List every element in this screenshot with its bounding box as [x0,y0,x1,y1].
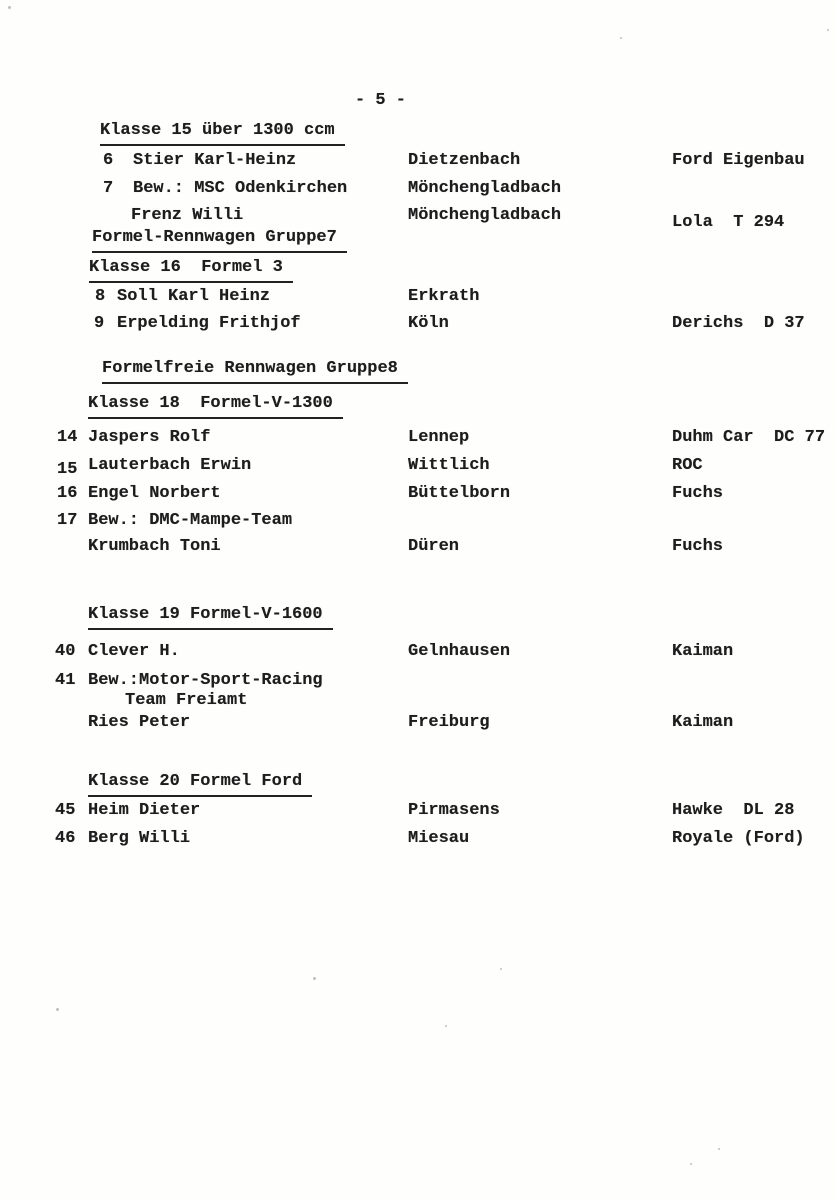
car-cell: Lola T 294 [672,213,785,232]
car-cell: Fuchs [672,537,724,556]
city-cell: Freiburg [408,713,490,732]
driver-name: Clever H. [88,642,180,661]
driver-name: Soll Karl Heinz [117,287,271,306]
start-number: 45 [55,801,76,820]
driver-name: Lauterbach Erwin [88,456,252,475]
city-cell: Wittlich [408,456,490,475]
start-number: 14 [57,428,78,447]
start-number: 17 [57,511,78,530]
page-number: - 5 - [355,91,407,110]
car-cell: Kaiman [672,713,734,732]
car-cell: Duhm Car DC 77 [672,428,826,447]
city-cell: Köln [408,314,449,333]
city-cell: Gelnhausen [408,642,511,661]
start-number: 9 [94,314,105,333]
scan-speck [827,29,829,31]
driver-name: Jaspers Rolf [88,428,211,447]
city-cell: Pirmasens [408,801,500,820]
city-cell: Erkrath [408,287,480,306]
scan-speck [690,1163,692,1165]
scan-speck [500,968,502,970]
city-cell: Büttelborn [408,484,511,503]
start-number: 41 [55,671,76,690]
scan-speck [445,1025,447,1027]
driver-name: Frenz Willi [131,206,244,225]
driver-name: Engel Norbert [88,484,221,503]
start-number: 46 [55,829,76,848]
car-cell: Derichs D 37 [672,314,805,333]
car-cell: ROC [672,456,703,475]
city-cell: Mönchengladbach [408,179,562,198]
car-cell: Fuchs [672,484,724,503]
entrant-name-line2: Team Freiamt [125,691,248,710]
start-number: 7 [103,179,114,198]
start-number: 8 [95,287,106,306]
city-cell: Düren [408,537,460,556]
scan-speck [56,1008,59,1011]
city-cell: Dietzenbach [408,151,521,170]
scan-speck [313,977,316,980]
section-heading-klasse-16: Klasse 16 Formel 3 [89,257,293,283]
section-heading-klasse-20: Klasse 20 Formel Ford [88,771,312,797]
city-cell: Lennep [408,428,470,447]
city-cell: Miesau [408,829,470,848]
group-heading-gruppe8: Formelfreie Rennwagen Gruppe8 [102,358,408,384]
car-cell: Royale (Ford) [672,829,805,848]
group-heading-gruppe7: Formel-Rennwagen Gruppe7 [92,227,347,253]
entrant-name: Bew.:Motor-Sport-Racing [88,671,323,690]
driver-name: Stier Karl-Heinz [133,151,297,170]
car-cell: Ford Eigenbau [672,151,805,170]
driver-name: Heim Dieter [88,801,201,820]
driver-name: Erpelding Frithjof [117,314,301,333]
section-heading-klasse-19: Klasse 19 Formel-V-1600 [88,604,333,630]
scan-speck [620,37,622,39]
start-number: 6 [103,151,114,170]
car-cell: Hawke DL 28 [672,801,795,820]
driver-name: Krumbach Toni [88,537,221,556]
scan-speck [8,6,11,9]
driver-name: Berg Willi [88,829,191,848]
start-number: 15 [57,460,78,479]
driver-name: Ries Peter [88,713,191,732]
entrant-name: Bew.: DMC-Mampe-Team [88,511,293,530]
city-cell: Mönchengladbach [408,206,562,225]
entrant-name: Bew.: MSC Odenkirchen [133,179,348,198]
start-number: 40 [55,642,76,661]
section-heading-klasse-15: Klasse 15 über 1300 ccm [100,120,345,146]
scan-speck [718,1148,720,1150]
start-number: 16 [57,484,78,503]
section-heading-klasse-18: Klasse 18 Formel-V-1300 [88,393,343,419]
car-cell: Kaiman [672,642,734,661]
